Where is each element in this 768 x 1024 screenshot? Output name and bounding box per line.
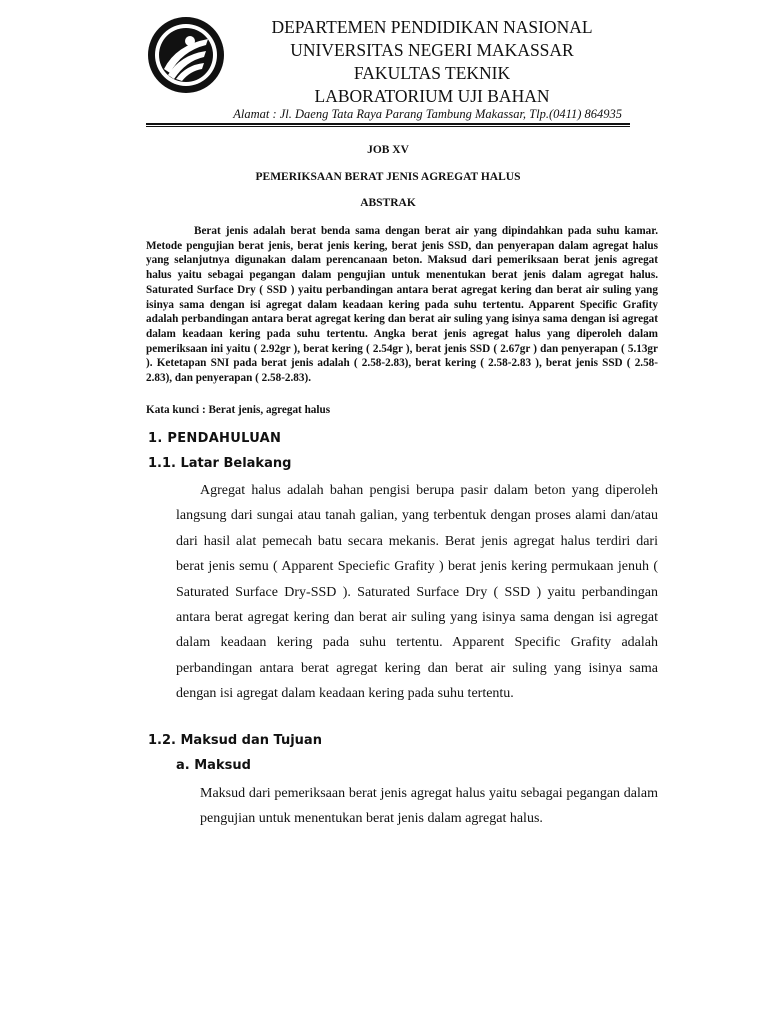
header-address: Alamat : Jl. Daeng Tata Raya Parang Tambung Makassar, Tlp.(0411) 864935 xyxy=(233,107,622,121)
header-divider-thin xyxy=(146,126,630,127)
header-line-1: DEPARTEMEN PENDIDIKAN NASIONAL xyxy=(271,17,593,37)
section-heading-pendahuluan: 1. PENDAHULUAN xyxy=(148,431,282,446)
keywords: Kata kunci : Berat jenis, agregat halus xyxy=(146,404,331,416)
abstract-text: Berat jenis adalah berat benda sama dengan berat air yang dipindahkan pada suhu kamar. Metode pengujian berat jenis, berat jenis kering, berat jenis SSD, dan penyerapan dalam agregat halus yang selanjutnya digunakan dalam perencanaan beton. Maksud dari pemeriksaan berat jenis agregat halus yaitu sebagai pegangan dalam pengujian untuk menentukan berat jenis dalam agregat halus. Saturated Surface Dry ( SSD ) yaitu perbandingan antara berat agregat kering dan berat air suling yang isinya sama dengan isi agregat dalam keadaan kering pada suhu tertentu. Apparent Specific Grafity adalah perbandingan antara berat agregat kering dan berat air suling yang isinya sama dengan isi agregat dalam keadaan kering pada suhu tertentu. Angka berat jenis agregat halus yang diperoleh dalam pemeriksaan ini yaitu ( 2.92gr ), berat kering ( 2.54gr ), berat jenis SSD ( 2.67gr ) dan penyerapan ( 5.13gr ). Ketetapan SNI pada berat jenis adalah ( 2.58-2.83), berat kering ( 2.58-2.83 ), berat jenis SSD ( 2.58-2.83), dan penyerapan ( 2.58-2.83). xyxy=(146,225,658,385)
header-line-2: UNIVERSITAS NEGERI MAKASSAR xyxy=(290,40,574,60)
header-line-4: LABORATORIUM UJI BAHAN xyxy=(314,86,550,106)
abstract-heading: ABSTRAK xyxy=(360,197,416,209)
document-title: PEMERIKSAAN BERAT JENIS AGREGAT HALUS xyxy=(255,171,521,183)
maksud-paragraph: Maksud dari pemeriksaan berat jenis agregat halus yaitu sebagai pegangan dalam pengujian untuk menentukan berat jenis dalam agregat halus. xyxy=(200,786,658,827)
latar-belakang-paragraph: Agregat halus adalah bahan pengisi berupa pasir dalam beton yang diperoleh langsung dari sungai atau tanah galian, yang terbentuk dengan proses alami dan/atau dari hasil alat pemecah batu secara mekanis. Berat jenis agregat halus terdiri dari berat jenis semu ( Apparent Speciefic Grafity ) berat jenis kering permukaan jenuh ( Saturated Surface Dry-SSD ). Saturated Surface Dry ( SSD ) yaitu perbandingan antara berat agregat kering dan berat air suling yang isinya sama dengan isi agregat dalam keadaan kering pada suhu tertentu. Apparent Specific Grafity adalah perbandingan antara berat agregat kering dan berat air suling yang isinya sama dengan isi agregat dalam keadaan kering pada suhu tertentu. xyxy=(176,483,658,702)
header-divider xyxy=(146,123,630,125)
subsection-heading-latar-belakang: 1.1. Latar Belakang xyxy=(148,456,292,471)
subsection-heading-maksud-tujuan: 1.2. Maksud dan Tujuan xyxy=(148,733,322,748)
job-number: JOB XV xyxy=(367,144,409,156)
university-seal-icon xyxy=(146,15,226,95)
header-line-3: FAKULTAS TEKNIK xyxy=(353,63,511,83)
item-heading-maksud: a. Maksud xyxy=(176,758,251,773)
